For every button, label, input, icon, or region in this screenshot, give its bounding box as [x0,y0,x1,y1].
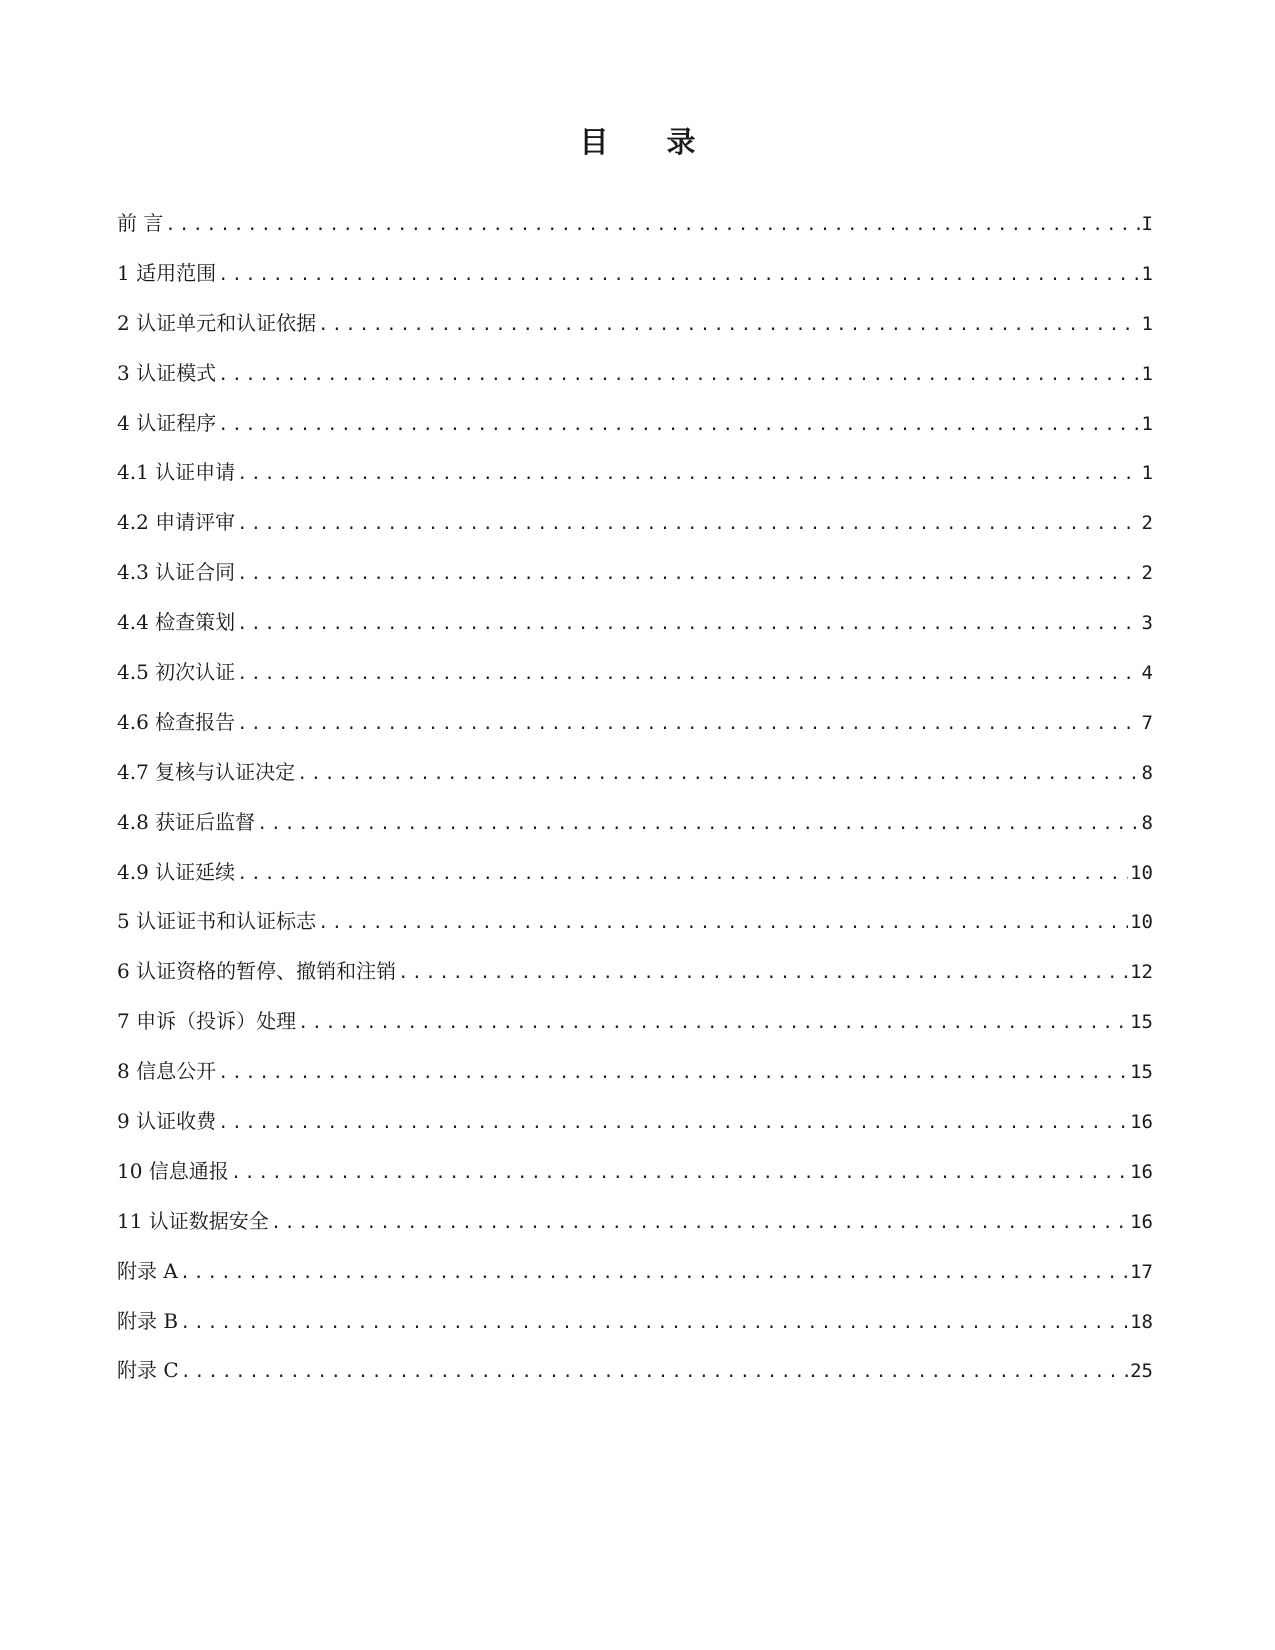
toc-entry-label: 7 申诉（投诉）处理 [117,1009,297,1034]
toc-entry-page-number: 2 [1141,562,1153,585]
toc-entry-page-number: 4 [1141,662,1153,685]
dot-leader [180,1309,1128,1337]
dot-leader [218,1109,1128,1137]
toc-entry-label: 6 认证资格的暂停、撤销和注销 [117,959,397,984]
dot-leader [218,261,1139,289]
dot-leader [237,710,1139,738]
toc-entry[interactable] [117,1257,1153,1307]
dot-leader [218,1059,1128,1087]
toc-entry-page-number: 10 [1130,861,1153,884]
toc-entry-page-number: 1 [1141,362,1153,385]
toc-entry[interactable] [117,1307,1153,1357]
toc-entry[interactable] [117,1007,1153,1057]
toc-entry-label: 前 言 [117,211,164,235]
toc-entry-label: 附录 A [117,1258,178,1283]
page-title: 目 录 [579,125,720,159]
dot-leader [398,959,1128,987]
toc-entry-page-number: 16 [1130,1111,1153,1134]
toc-entry-page-number: 1 [1141,312,1153,335]
toc-entry-label: 4.4 检查策划 [117,610,236,635]
toc-entry-label: 4.1 认证申请 [117,460,236,485]
dot-leader [271,1209,1128,1237]
toc-entry-label: 4.9 认证延续 [117,859,236,884]
toc-entry-label: 10 信息通报 [117,1158,229,1183]
dot-leader [237,510,1139,538]
table-of-contents [117,209,1153,1406]
toc-entry[interactable] [117,708,1153,758]
toc-entry-page-number: I [1141,213,1153,235]
toc-entry[interactable] [117,658,1153,708]
toc-entry[interactable] [117,458,1153,508]
toc-entry-page-number: 7 [1141,711,1153,734]
toc-entry[interactable] [117,808,1153,858]
dot-leader [318,909,1128,937]
toc-entry-page-number: 12 [1130,961,1153,984]
toc-entry[interactable] [117,1107,1153,1157]
toc-entry-page-number: 1 [1141,462,1153,485]
toc-entry[interactable] [117,608,1153,658]
toc-entry-label: 4.8 获证后监督 [117,809,256,834]
toc-entry-page-number: 15 [1130,1061,1153,1084]
toc-entry-label: 5 认证证书和认证标志 [117,909,317,934]
toc-entry[interactable] [117,858,1153,908]
toc-entry-label: 1 适用范围 [117,260,217,285]
dot-leader [237,660,1139,688]
toc-entry-label: 8 信息公开 [117,1059,217,1084]
toc-entry-label: 附录 C [117,1358,179,1383]
toc-entry-page-number: 17 [1130,1260,1153,1283]
toc-entry[interactable] [117,359,1153,409]
toc-entry-page-number: 8 [1141,761,1153,784]
toc-entry-page-number: 1 [1141,262,1153,285]
dot-leader [237,460,1139,488]
toc-entry-page-number: 3 [1141,612,1153,635]
toc-entry[interactable] [117,1057,1153,1107]
toc-entry[interactable] [117,508,1153,558]
toc-entry-page-number: 10 [1130,911,1153,934]
toc-entry[interactable] [117,309,1153,359]
dot-leader [318,311,1139,339]
toc-entry-label: 4.3 认证合同 [117,560,236,585]
toc-entry[interactable] [117,259,1153,309]
toc-entry-label: 附录 B [117,1308,179,1333]
toc-entry-label: 4.7 复核与认证决定 [117,759,296,784]
toc-entry-label: 4 认证程序 [117,410,217,435]
toc-entry[interactable] [117,409,1153,459]
toc-entry-label: 11 认证数据安全 [117,1208,269,1233]
toc-entry[interactable] [117,1207,1153,1257]
dot-leader [237,610,1139,638]
toc-entry-page-number: 15 [1130,1011,1153,1034]
dot-leader [180,1259,1128,1287]
toc-entry-label: 2 认证单元和认证依据 [117,310,317,335]
toc-entry-label: 3 认证模式 [117,360,217,385]
dot-leader [218,411,1139,439]
dot-leader [231,1159,1128,1187]
toc-entry-label: 4.6 检查报告 [117,709,236,734]
toc-entry-page-number: 2 [1141,512,1153,535]
dot-leader [298,1009,1128,1037]
toc-entry[interactable] [117,907,1153,957]
toc-entry-label: 9 认证收费 [117,1109,217,1134]
toc-entry-label: 4.5 初次认证 [117,660,236,685]
toc-entry-page-number: 16 [1130,1210,1153,1233]
dot-leader [237,860,1128,888]
dot-leader [181,1358,1128,1386]
toc-entry-page-number: 25 [1130,1360,1153,1383]
toc-entry-page-number: 1 [1141,412,1153,435]
toc-entry[interactable] [117,957,1153,1007]
toc-entry[interactable] [117,558,1153,608]
dot-leader [165,211,1139,239]
toc-entry[interactable] [117,1356,1153,1406]
toc-entry-label: 4.2 申请评审 [117,510,236,535]
dot-leader [257,810,1139,838]
toc-entry[interactable] [117,209,1153,259]
dot-leader [297,760,1139,788]
toc-entry[interactable] [117,758,1153,808]
toc-entry-page-number: 8 [1141,811,1153,834]
dot-leader [218,361,1139,389]
toc-entry-page-number: 16 [1130,1160,1153,1183]
toc-entry-page-number: 18 [1130,1310,1153,1333]
dot-leader [237,560,1139,588]
toc-entry[interactable] [117,1157,1153,1207]
